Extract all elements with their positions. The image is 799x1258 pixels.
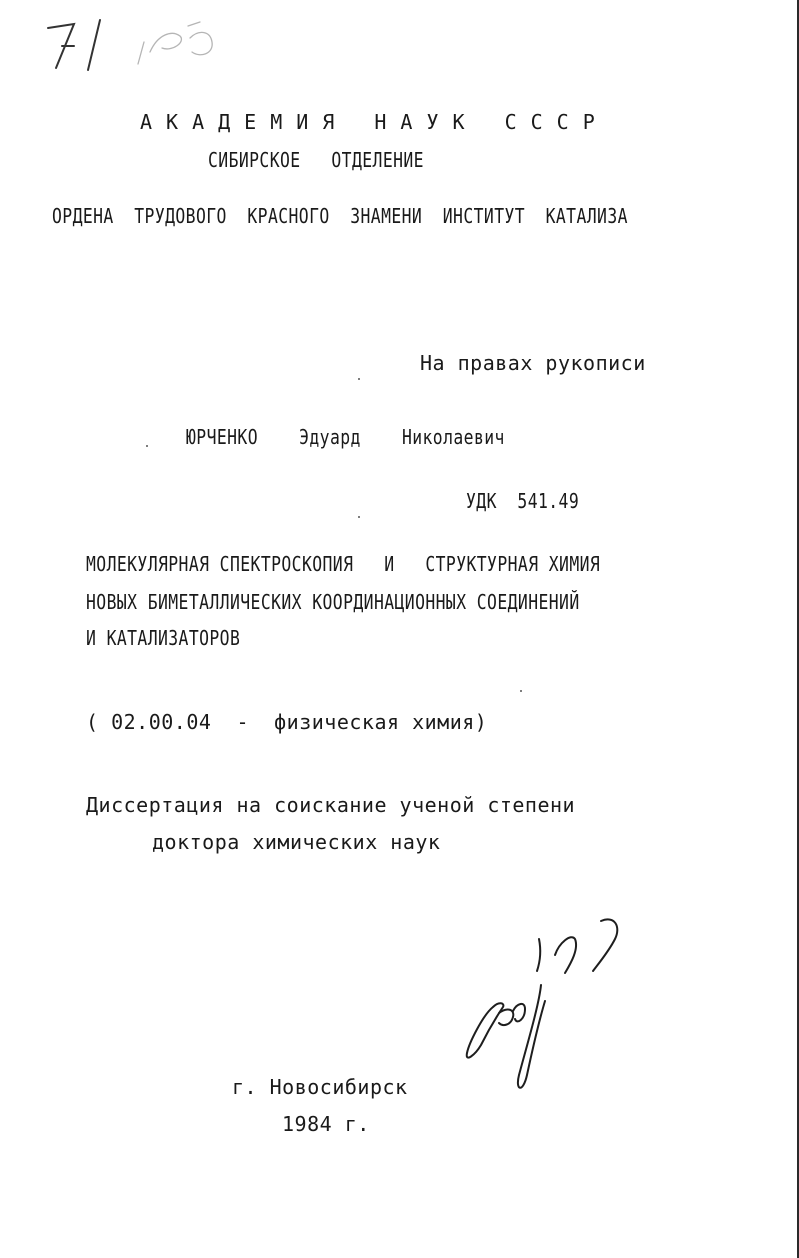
year-label: 1984 г.: [282, 1112, 370, 1136]
scan-speck: [146, 445, 148, 447]
branch-name: [208, 148, 471, 172]
udc-code: [466, 489, 604, 513]
author-text: ЮРЧЕНКО Эдуард Николаевич: [186, 425, 505, 449]
author-name: [186, 425, 575, 449]
degree-line-1: Диссертация на соискание ученой степени: [86, 793, 576, 817]
handwritten-note: [40, 12, 260, 72]
udc-text: УДК 541.49: [466, 489, 580, 513]
institute-name: [52, 204, 754, 228]
scan-speck: [520, 690, 522, 692]
specialty-code: ( 02.00.04 - физическая химия): [86, 710, 488, 734]
title-line-1-text: МОЛЕКУЛЯРНАЯ СПЕКТРОСКОПИЯ И СТРУКТУРНАЯ ХИМИЯ: [86, 552, 601, 576]
branch-text: СИБИРСКОЕ ОТДЕЛЕНИЕ: [208, 148, 424, 172]
scan-speck: [358, 516, 360, 518]
title-line-1: [86, 552, 713, 576]
title-line-2-text: НОВЫХ БИМЕТАЛЛИЧЕСКИХ КООРДИНАЦИОННЫХ СОЕДИНЕНИЙ: [86, 590, 580, 614]
city-name: г. Новосибирск: [232, 1075, 408, 1099]
institute-text: ОРДЕНА ТРУДОВОГО КРАСНОГО ЗНАМЕНИ ИНСТИТУТ КАТАЛИЗА: [52, 204, 628, 228]
title-line-2: [86, 590, 688, 614]
scan-speck: [358, 378, 360, 380]
academy-name: АКАДЕМИЯ НАУК СССР: [140, 110, 609, 134]
manuscript-note: На правах рукописи: [420, 351, 646, 375]
title-line-3: [86, 626, 274, 650]
title-line-3-text: И КАТАЛИЗАТОРОВ: [86, 626, 241, 650]
degree-line-2: доктора химических наук: [152, 830, 441, 854]
signature: [455, 915, 635, 1095]
